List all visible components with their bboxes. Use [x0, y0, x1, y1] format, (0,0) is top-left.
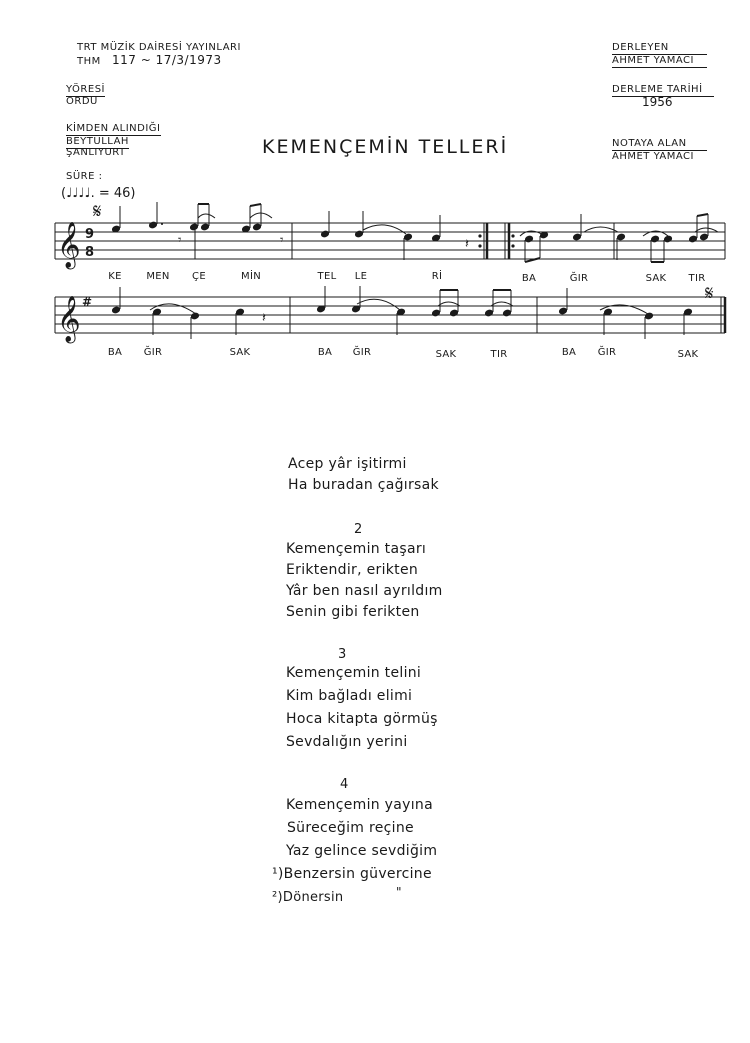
syllable: BA	[521, 273, 537, 284]
rest-icon: 𝄽	[262, 311, 266, 326]
syllable: ĞIR	[597, 347, 617, 358]
verse-line: Acep yâr işitirmi	[288, 456, 407, 472]
verse-line: Ha buradan çağırsak	[288, 477, 439, 493]
segno-icon: 𝄋	[705, 281, 714, 305]
verse-line: ¹)Benzersin güvercine	[272, 866, 432, 882]
region-value: ORDU	[66, 96, 98, 107]
syllable: KE	[108, 271, 122, 282]
syllable: ĞIR	[143, 347, 163, 358]
syllable: BA	[561, 347, 577, 358]
thm-value: 117 ~ 17/3/1973	[112, 53, 222, 67]
tempo-marking: (♩♩♩♩. = 46)	[61, 186, 136, 201]
duration-label: SÜRE :	[66, 171, 103, 182]
rest-icon: 𝄾	[178, 233, 182, 248]
rest-icon: 𝄾	[280, 233, 284, 248]
syllable: SAK	[435, 349, 457, 360]
verse-2	[286, 539, 443, 623]
verse-line: Yâr ben nasıl ayrıldım	[286, 583, 443, 599]
verse-line: Kemençemin yayına	[286, 797, 433, 813]
syllable: BA	[317, 347, 333, 358]
verse-number: 4	[340, 777, 349, 792]
source-label: KİMDEN ALINDIĞI	[66, 123, 161, 134]
syllable: BA	[107, 347, 123, 358]
verse-number: 2	[354, 522, 363, 537]
treble-clef-icon: 𝄞	[57, 296, 81, 342]
collector-label: DERLEYEN	[612, 42, 707, 55]
syllable: ĞIR	[569, 273, 589, 284]
syllable: SAK	[645, 273, 667, 284]
date-label: DERLEME TARİHİ	[612, 84, 714, 97]
time-sig-top: 9	[85, 227, 95, 242]
syllable: ĞIR	[352, 347, 372, 358]
syllable: TIR	[490, 349, 508, 360]
verse-line: Süreceğim reçine	[287, 820, 414, 836]
verse-line: Kim bağladı elimi	[286, 688, 413, 704]
syllable: SAK	[229, 347, 251, 358]
source-surname: ŞANLIYURT	[66, 147, 126, 158]
music-score	[0, 0, 750, 380]
date-value: 1956	[642, 95, 673, 109]
source-name: BEYTULLAH	[66, 136, 129, 147]
staff-1	[55, 223, 725, 259]
verse-line: Hoca kitapta görmüş	[286, 711, 438, 727]
syllable: SAK	[677, 349, 699, 360]
verse-4	[272, 794, 438, 909]
syllable: LE	[354, 271, 368, 282]
syllable: Rİ	[431, 271, 443, 282]
rest-icon: 𝄽	[465, 237, 469, 252]
thm-label: THM	[77, 56, 101, 67]
verse-1	[288, 454, 439, 496]
syllable: TIR	[688, 273, 706, 284]
collector-value: AHMET YAMACI	[612, 55, 707, 68]
notation-label: NOTAYA ALAN	[612, 138, 707, 151]
song-title: KEMENÇEMİN TELLERİ	[262, 136, 509, 158]
syllable: MEN	[146, 271, 170, 282]
verse-3	[286, 662, 438, 754]
verse-line: Kemençemin telini	[286, 665, 422, 681]
publisher-line: TRT MÜZİK DAİRESİ YAYINLARI	[77, 42, 241, 53]
time-sig-bottom: 8	[85, 245, 95, 260]
ditto-mark: "	[396, 885, 402, 899]
syllable: TEL	[317, 271, 337, 282]
verse-line: ²)Dönersin	[272, 890, 344, 905]
verse-line: Yaz gelince sevdiğim	[286, 843, 438, 859]
treble-clef-icon: 𝄞	[57, 222, 81, 268]
verse-number: 3	[338, 647, 347, 662]
verse-line: Sevdalığın yerini	[286, 734, 408, 750]
region-label: YÖRESİ	[66, 84, 105, 95]
syllable: MİN	[241, 271, 261, 282]
verse-line: Senin gibi ferikten	[286, 604, 420, 620]
notation-value: AHMET YAMACI	[612, 151, 694, 162]
verse-line: Eriktendir, erikten	[286, 562, 419, 578]
syllable: ÇE	[192, 271, 206, 282]
segno-icon: 𝄋	[93, 199, 102, 223]
sharp-icon: #	[82, 295, 93, 309]
verse-line: Kemençemin taşarı	[286, 541, 427, 557]
